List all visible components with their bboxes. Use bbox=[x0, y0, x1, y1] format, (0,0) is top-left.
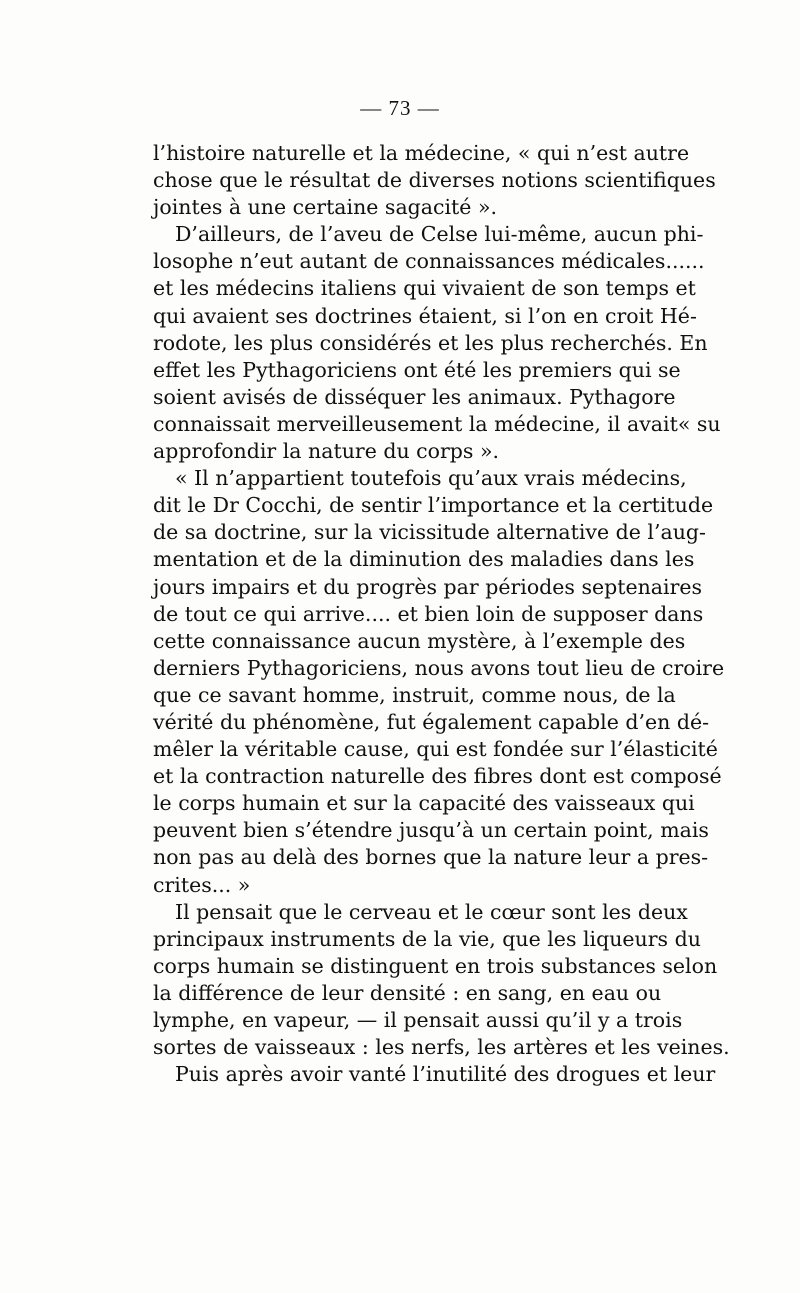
text-line: crites... » bbox=[153, 872, 251, 897]
text-line: Il pensait que le cerveau et le cœur sont les deux bbox=[175, 899, 688, 924]
text-line: Puis après avoir vanté l’inutilité des drogues et leur bbox=[175, 1062, 716, 1087]
text-line: mêler la véritable cause, qui est fondée sur l’élasticité bbox=[153, 737, 718, 762]
text-line: que ce savant homme, instruit, comme nous, de la bbox=[153, 682, 676, 707]
text-line: dit le Dr Cocchi, de sentir l’importance et la certitude bbox=[153, 493, 714, 518]
text-line: effet les Pythagoriciens ont été les premiers qui se bbox=[153, 357, 681, 382]
text-line: chose que le résultat de diverses notions scientifiques bbox=[153, 168, 716, 193]
text-line: jointes à une certaine sagacité ». bbox=[153, 195, 498, 220]
text-line: qui avaient ses doctrines étaient, si l’on en croit Hé- bbox=[153, 303, 697, 328]
body-text bbox=[153, 140, 730, 1088]
text-line: D’ailleurs, de l’aveu de Celse lui-même, aucun phi- bbox=[175, 222, 704, 247]
text-line: le corps humain et sur la capacité des vaisseaux qui bbox=[153, 791, 695, 816]
text-line: « Il n’appartient toutefois qu’aux vrais médecins, bbox=[175, 466, 687, 491]
text-line: la différence de leur densité : en sang, en eau ou bbox=[153, 980, 662, 1005]
page-number: — 73 — bbox=[360, 96, 440, 120]
text-line: et la contraction naturelle des fibres dont est composé bbox=[153, 764, 722, 789]
text-line: connaissait merveilleusement la médecine, il avait« su bbox=[153, 411, 721, 436]
text-line: cette connaissance aucun mystère, à l’exemple des bbox=[153, 628, 686, 653]
text-line: corps humain se distinguent en trois substances selon bbox=[153, 953, 718, 978]
text-line: rodote, les plus considérés et les plus recherchés. En bbox=[153, 330, 708, 355]
text-line: l’histoire naturelle et la médecine, « qui n’est autre bbox=[153, 141, 690, 165]
text-line: vérité du phénomène, fut également capable d’en dé- bbox=[153, 709, 710, 734]
text-line: de tout ce qui arrive.... et bien loin de supposer dans bbox=[153, 601, 704, 626]
text-line: de sa doctrine, sur la vicissitude alternative de l’aug- bbox=[153, 520, 706, 545]
text-line: et les médecins italiens qui vivaient de son temps et bbox=[153, 276, 696, 301]
text-line: non pas au delà des bornes que la nature leur a pres- bbox=[153, 845, 709, 870]
text-line: lymphe, en vapeur, — il pensait aussi qu’il y a trois bbox=[153, 1008, 683, 1032]
text-line: derniers Pythagoriciens, nous avons tout lieu de croire bbox=[153, 655, 725, 680]
text-line: principaux instruments de la vie, que les liqueurs du bbox=[153, 926, 701, 951]
text-line: mentation et de la diminution des maladies dans les bbox=[153, 547, 695, 572]
text-line: peuvent bien s’étendre jusqu’à un certain point, mais bbox=[153, 818, 709, 843]
text-line: soient avisés de disséquer les animaux. Pythagore bbox=[153, 384, 676, 409]
text-line: jours impairs et du progrès par périodes septenaires bbox=[153, 574, 703, 599]
text-line: sortes de vaisseaux : les nerfs, les artères et les veines. bbox=[153, 1035, 730, 1060]
text-line: losophe n’eut autant de connaissances médicales...... bbox=[153, 249, 705, 274]
text-line: approfondir la nature du corps ». bbox=[153, 439, 500, 464]
